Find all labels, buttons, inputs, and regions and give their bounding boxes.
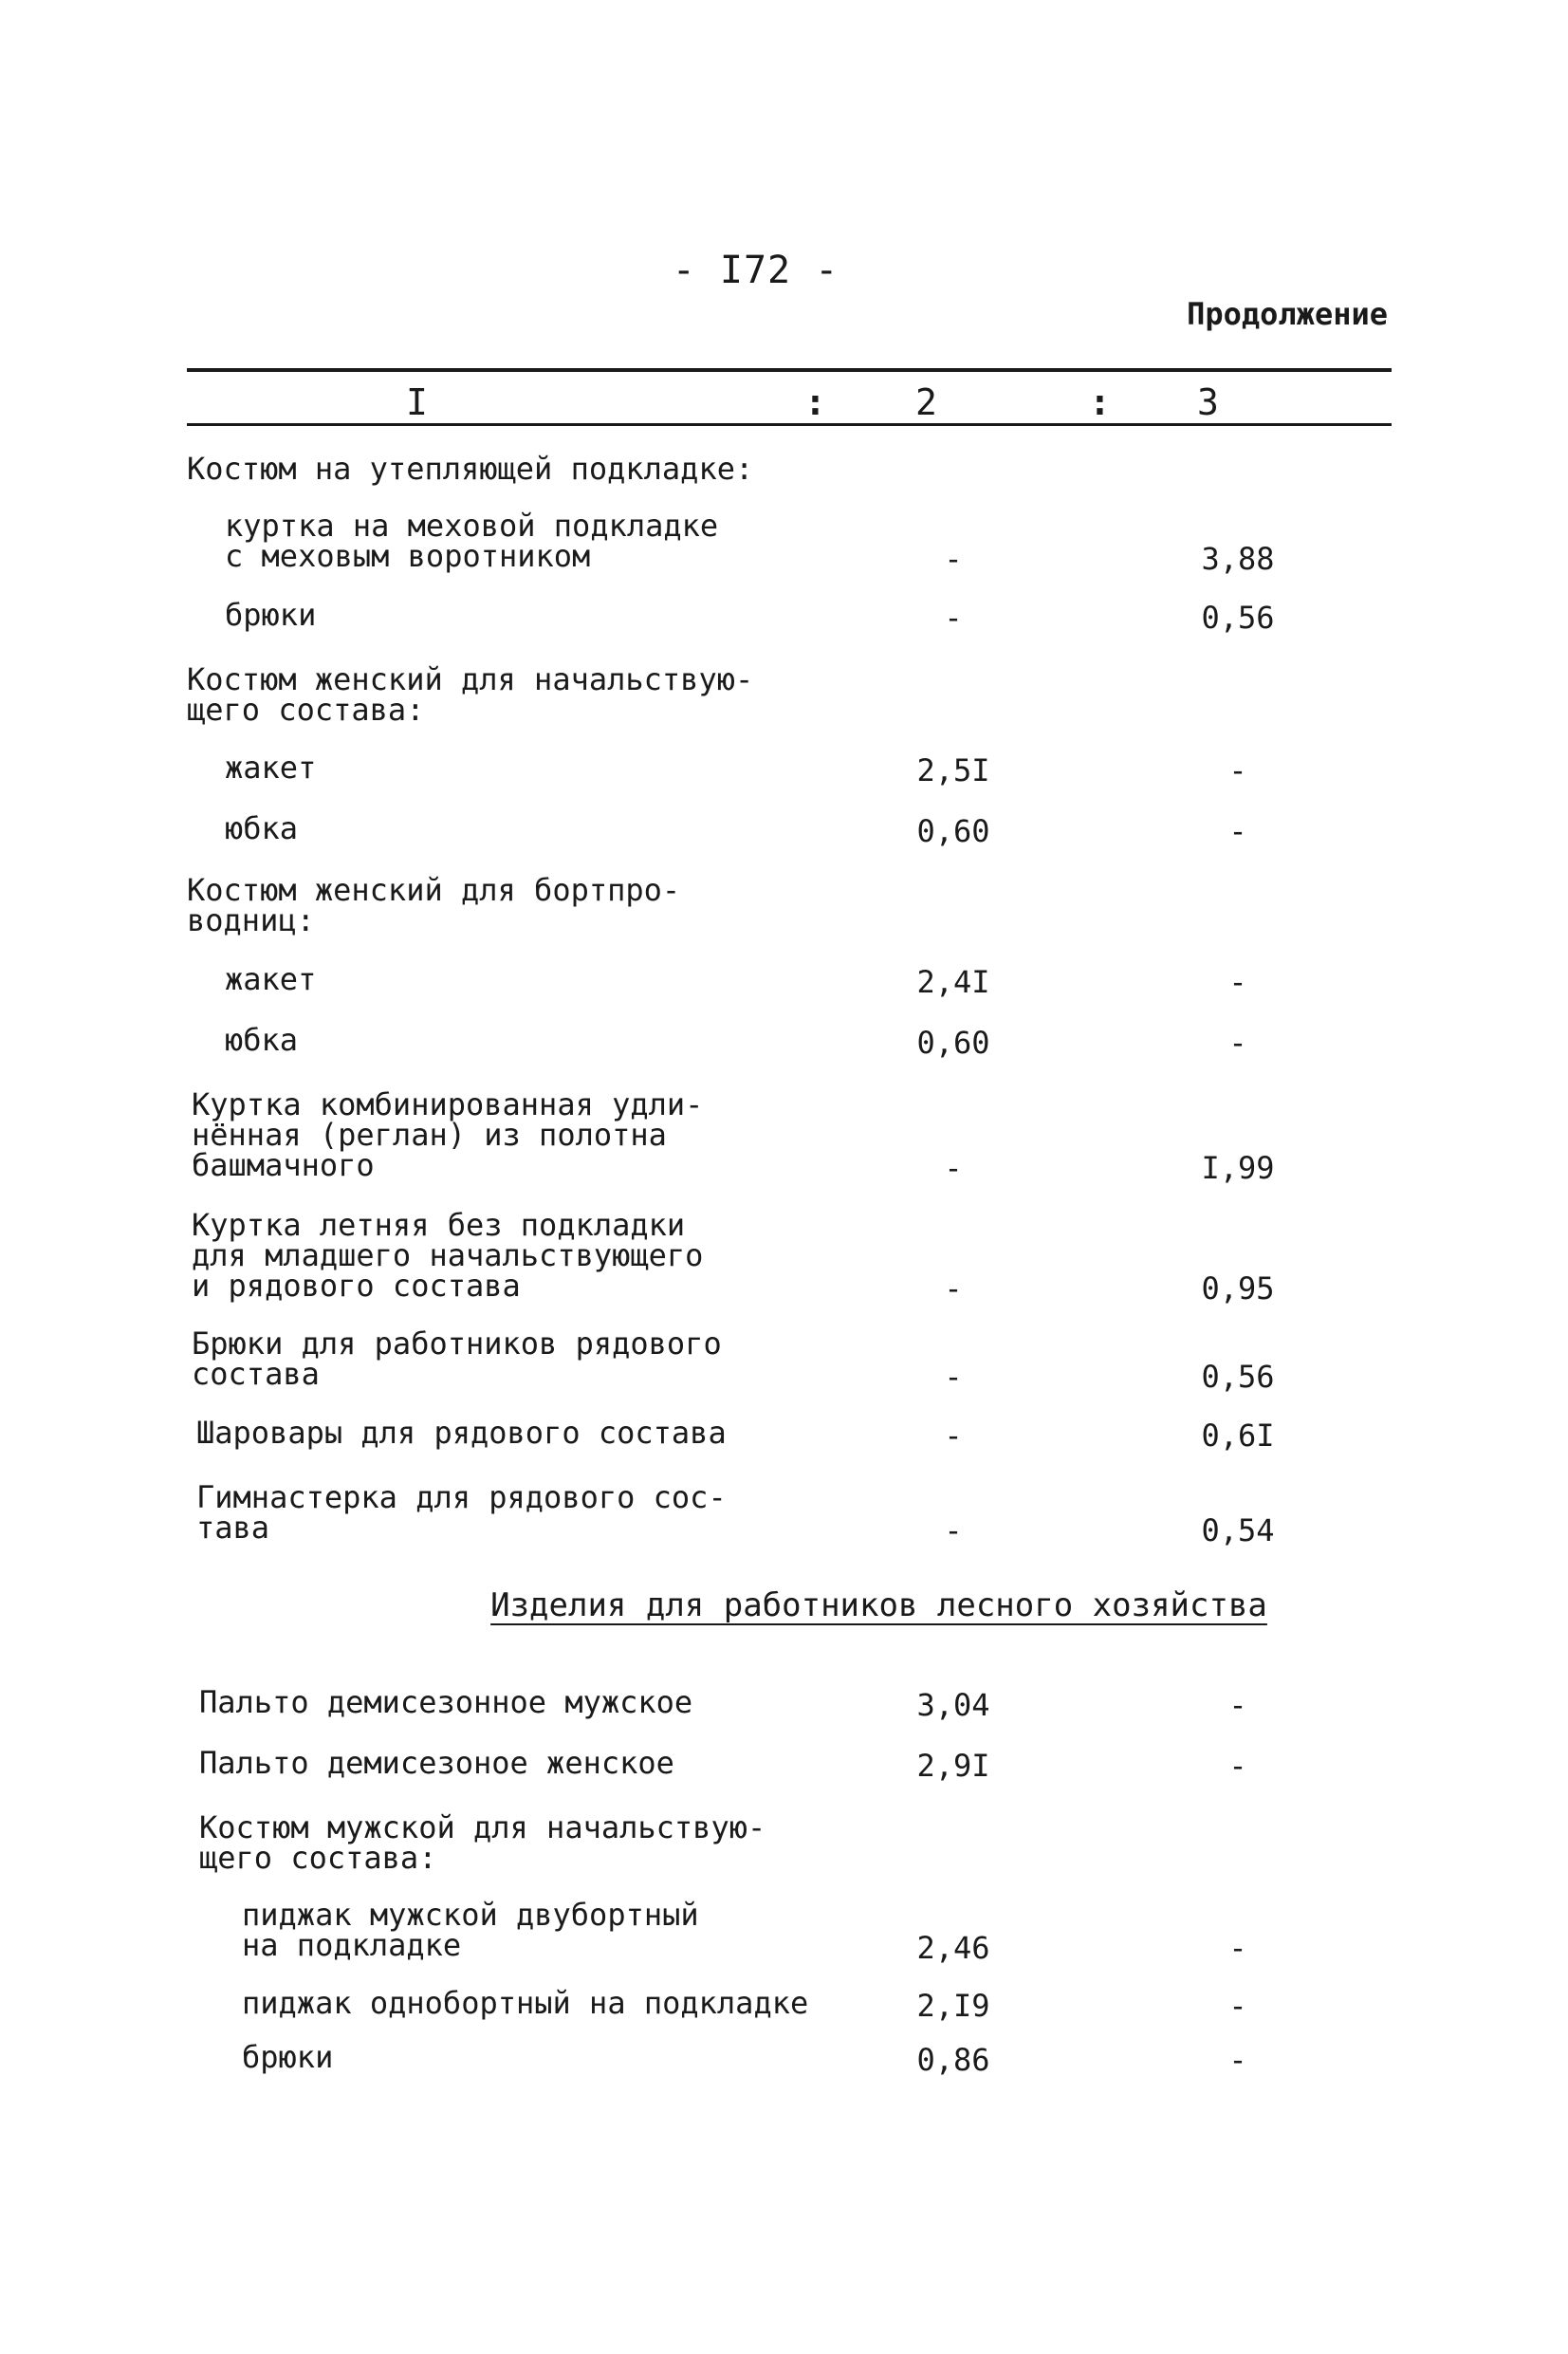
value-col-2: -	[944, 600, 963, 636]
header-col-1: I	[406, 381, 428, 423]
continuation-label: Продолжение	[1187, 296, 1388, 332]
value-col-3: -	[1228, 1748, 1247, 1784]
value-col-2: -	[944, 1418, 963, 1454]
item-name: брюки	[242, 2039, 334, 2075]
value-col-2: 2,46	[916, 1930, 990, 1966]
item-name: юбка	[225, 810, 299, 846]
value-col-3: -	[1228, 1687, 1247, 1723]
value-col-2: -	[944, 1512, 963, 1548]
value-col-3: -	[1228, 1025, 1247, 1061]
value-col-2: 2,5I	[916, 752, 990, 788]
header-col-3: 3	[1197, 381, 1219, 423]
section-title: Изделия для работников лесного хозяйства	[490, 1586, 1267, 1624]
item-name: Гимнастерка для рядового сос- тава	[196, 1479, 727, 1546]
item-name: Куртка комбинированная удли- нённая (реглан) из полотна башмачного	[192, 1086, 704, 1183]
item-name: Костюм женский для бортпро- водниц:	[187, 872, 681, 938]
item-name: пиджак мужской двубортный на подкладке	[242, 1897, 699, 1963]
item-name: куртка на меховой подкладке с меховым воротником	[225, 508, 719, 574]
value-col-2: -	[944, 1359, 963, 1395]
item-name: брюки	[225, 597, 317, 633]
header-col-2: 2	[915, 381, 937, 423]
value-col-3: -	[1228, 1930, 1247, 1966]
value-col-3: 3,88	[1201, 541, 1275, 577]
value-col-3: -	[1228, 813, 1247, 849]
value-col-3: 0,56	[1201, 600, 1275, 636]
header-separator-2: :	[1089, 381, 1111, 423]
value-col-2: -	[944, 541, 963, 577]
value-col-3: -	[1228, 964, 1247, 1000]
value-col-3: 0,95	[1201, 1270, 1275, 1307]
page-number: - I72 -	[672, 249, 839, 292]
value-col-3: 0,56	[1201, 1359, 1275, 1395]
item-name: Брюки для работников рядового состава	[192, 1325, 722, 1392]
value-col-3: 0,6I	[1201, 1418, 1275, 1454]
table-top-rule	[187, 368, 1392, 372]
value-col-3: -	[1228, 752, 1247, 788]
item-name: Шаровары для рядового состава	[196, 1415, 727, 1451]
item-name: юбка	[225, 1022, 299, 1058]
value-col-3: -	[1228, 1988, 1247, 2024]
item-name: жакет	[225, 750, 317, 786]
value-col-3: 0,54	[1201, 1512, 1275, 1548]
item-name: Куртка летняя без подкладки для младшего начальствующего и рядового состава	[192, 1207, 704, 1304]
value-col-2: 2,4I	[916, 964, 990, 1000]
header-separator-1: :	[804, 381, 826, 423]
value-col-3: I,99	[1201, 1150, 1275, 1186]
value-col-2: 2,9I	[916, 1748, 990, 1784]
item-name: пиджак однобортный на подкладке	[242, 1985, 809, 2021]
item-name: жакет	[225, 961, 317, 997]
value-col-2: 0,60	[916, 813, 990, 849]
item-name: Пальто демисезонное мужское	[199, 1684, 693, 1720]
value-col-3: -	[1228, 2042, 1247, 2078]
value-col-2: 0,60	[916, 1025, 990, 1061]
item-name: Костюм на утепляющей подкладке:	[187, 451, 754, 487]
item-name: Костюм мужской для начальствую- щего состава:	[199, 1809, 766, 1876]
value-col-2: 0,86	[916, 2042, 990, 2078]
value-col-2: -	[944, 1270, 963, 1307]
value-col-2: 3,04	[916, 1687, 990, 1723]
item-name: Пальто демисезоное женское	[199, 1745, 674, 1781]
value-col-2: -	[944, 1150, 963, 1186]
item-name: Костюм женский для начальствую- щего состава:	[187, 661, 754, 728]
value-col-2: 2,I9	[916, 1988, 990, 2024]
header-bottom-rule	[187, 423, 1392, 426]
